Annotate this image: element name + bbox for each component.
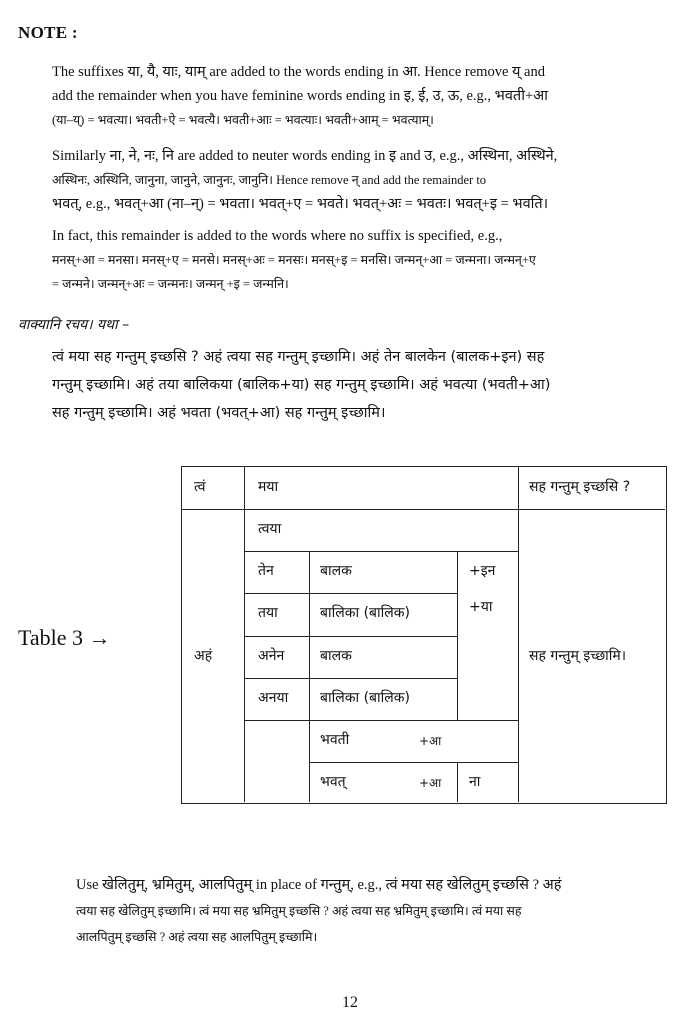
paragraph-line: (या–य्) = भवत्या। भवती+ऐ = भवत्यै। भवती+आः = भवत्याः। भवती+आम् = भवत्याम्। — [52, 113, 434, 127]
table-rule — [244, 467, 245, 802]
table-stem: बालक — [320, 648, 352, 664]
table-suffix: +आ — [419, 776, 442, 790]
table-suffix: +इन — [469, 563, 496, 579]
table-rule — [309, 551, 310, 802]
closing-line: Use खेलितुम्, भ्रमितुम्, आलपितुम् in place of गन्तुम्, e.g., त्वं मया सह खेलितुम् इच्छसि ? अहं — [76, 877, 562, 893]
table-header-verb: सह गन्तुम् इच्छसि ? — [529, 479, 631, 495]
page-number: 12 — [342, 994, 358, 1011]
note-paragraph-feminine — [52, 60, 682, 132]
exercise-line: त्वं मया सह गन्तुम् इच्छसि ? अहं त्वया सह गन्तुम् इच्छामि। अहं तेन बालकेन (बालक+इन) सह — [52, 349, 545, 365]
note-heading: NOTE : — [18, 23, 78, 42]
exercise-heading: वाक्यानि रचय। यथा – — [18, 317, 130, 333]
table-rule — [244, 720, 519, 721]
exercise-line: सह गन्तुम् इच्छामि। अहं भवता (भवत्+आ) सह गन्तुम् इच्छामि। — [52, 405, 386, 421]
table-pronoun: तेन — [258, 563, 274, 579]
table-suffix: +आ — [419, 734, 442, 748]
table-stem: भवत् — [320, 774, 346, 790]
paragraph-line: अस्थिनः, अस्थिनि, जानुना, जानुने, जानुनः, जानुनि। Hence remove न् and add the remainder to — [52, 173, 487, 187]
closing-instruction — [76, 872, 676, 950]
table-rule — [518, 467, 519, 802]
table-rule — [244, 551, 519, 552]
table-rule — [309, 762, 519, 763]
paragraph-line: = जन्मने। जन्मन्+अः = जन्मनः। जन्मन् +इ = जन्मनि। — [52, 277, 289, 291]
paragraph-line: मनस्+आ = मनसा। मनस्+ए = मनसे। मनस्+अः = मनसः। मनस्+इ = मनसि। जन्मन्+आ = जन्मना। जन्मन्+ए — [52, 253, 536, 267]
closing-line: आलपितुम् इच्छसि ? अहं त्वया सह आलपितुम् इच्छामि। — [76, 930, 318, 944]
exercise-example — [52, 343, 684, 427]
table-pronoun: अनेन — [258, 648, 285, 664]
table-suffix: ना — [469, 774, 481, 790]
table-stem: बालिका (बालिक) — [320, 690, 410, 706]
note-paragraph-remainder — [52, 224, 682, 296]
note-paragraph-neuter — [52, 144, 682, 216]
table-label: Table 3 → — [18, 625, 111, 650]
table-stem: बालक — [320, 563, 352, 579]
table-suffix: +या — [469, 599, 493, 615]
table-pronoun: तया — [258, 605, 278, 621]
paragraph-line: भवत्, e.g., भवत्+आ (ना–न्) = भवता। भवत्+ए = भवते। भवत्+अः = भवतः। भवत्+इ = भवति। — [52, 196, 549, 212]
table-rule — [244, 678, 457, 679]
paragraph-line: add the remainder when you have feminine words ending in इ, ई, उ, ऊ, e.g., भवती+आ — [52, 88, 548, 104]
table-rule — [244, 636, 457, 637]
table-rule — [457, 551, 458, 720]
paragraph-line: In fact, this remainder is added to the words where no suffix is specified, e.g., — [52, 228, 503, 244]
table-header-pronoun: मया — [258, 479, 279, 495]
table-subject: अहं — [194, 648, 213, 664]
table-rule — [182, 509, 665, 510]
paragraph-line: Similarly ना, ने, नः, नि are added to neuter words ending in इ and उ, e.g., अस्थिना, अस्थिने, — [52, 148, 558, 164]
closing-line: त्वया सह खेलितुम् इच्छामि। त्वं मया सह भ्रमितुम् इच्छसि ? अहं त्वया सह भ्रमितुम् इच्छामि। त्वं मया सह — [76, 904, 522, 918]
paragraph-line: The suffixes या, यै, याः, याम् are added to the words ending in आ. Hence remove य् and — [52, 64, 545, 80]
table-stem: बालिका (बालिक) — [320, 605, 410, 621]
table-pronoun: त्वया — [258, 521, 282, 537]
table-rule — [244, 593, 457, 594]
table-rule — [457, 762, 458, 802]
table-verb: सह गन्तुम् इच्छामि। — [529, 648, 627, 664]
table-header-subject: त्वं — [194, 479, 206, 495]
table-pronoun: अनया — [258, 690, 289, 706]
table-stem: भवती — [320, 732, 350, 748]
exercise-line: गन्तुम् इच्छामि। अहं तया बालिकया (बालिक+या) सह गन्तुम् इच्छामि। अहं भवत्या (भवती+आ) — [52, 377, 551, 393]
substitution-table — [181, 466, 667, 804]
